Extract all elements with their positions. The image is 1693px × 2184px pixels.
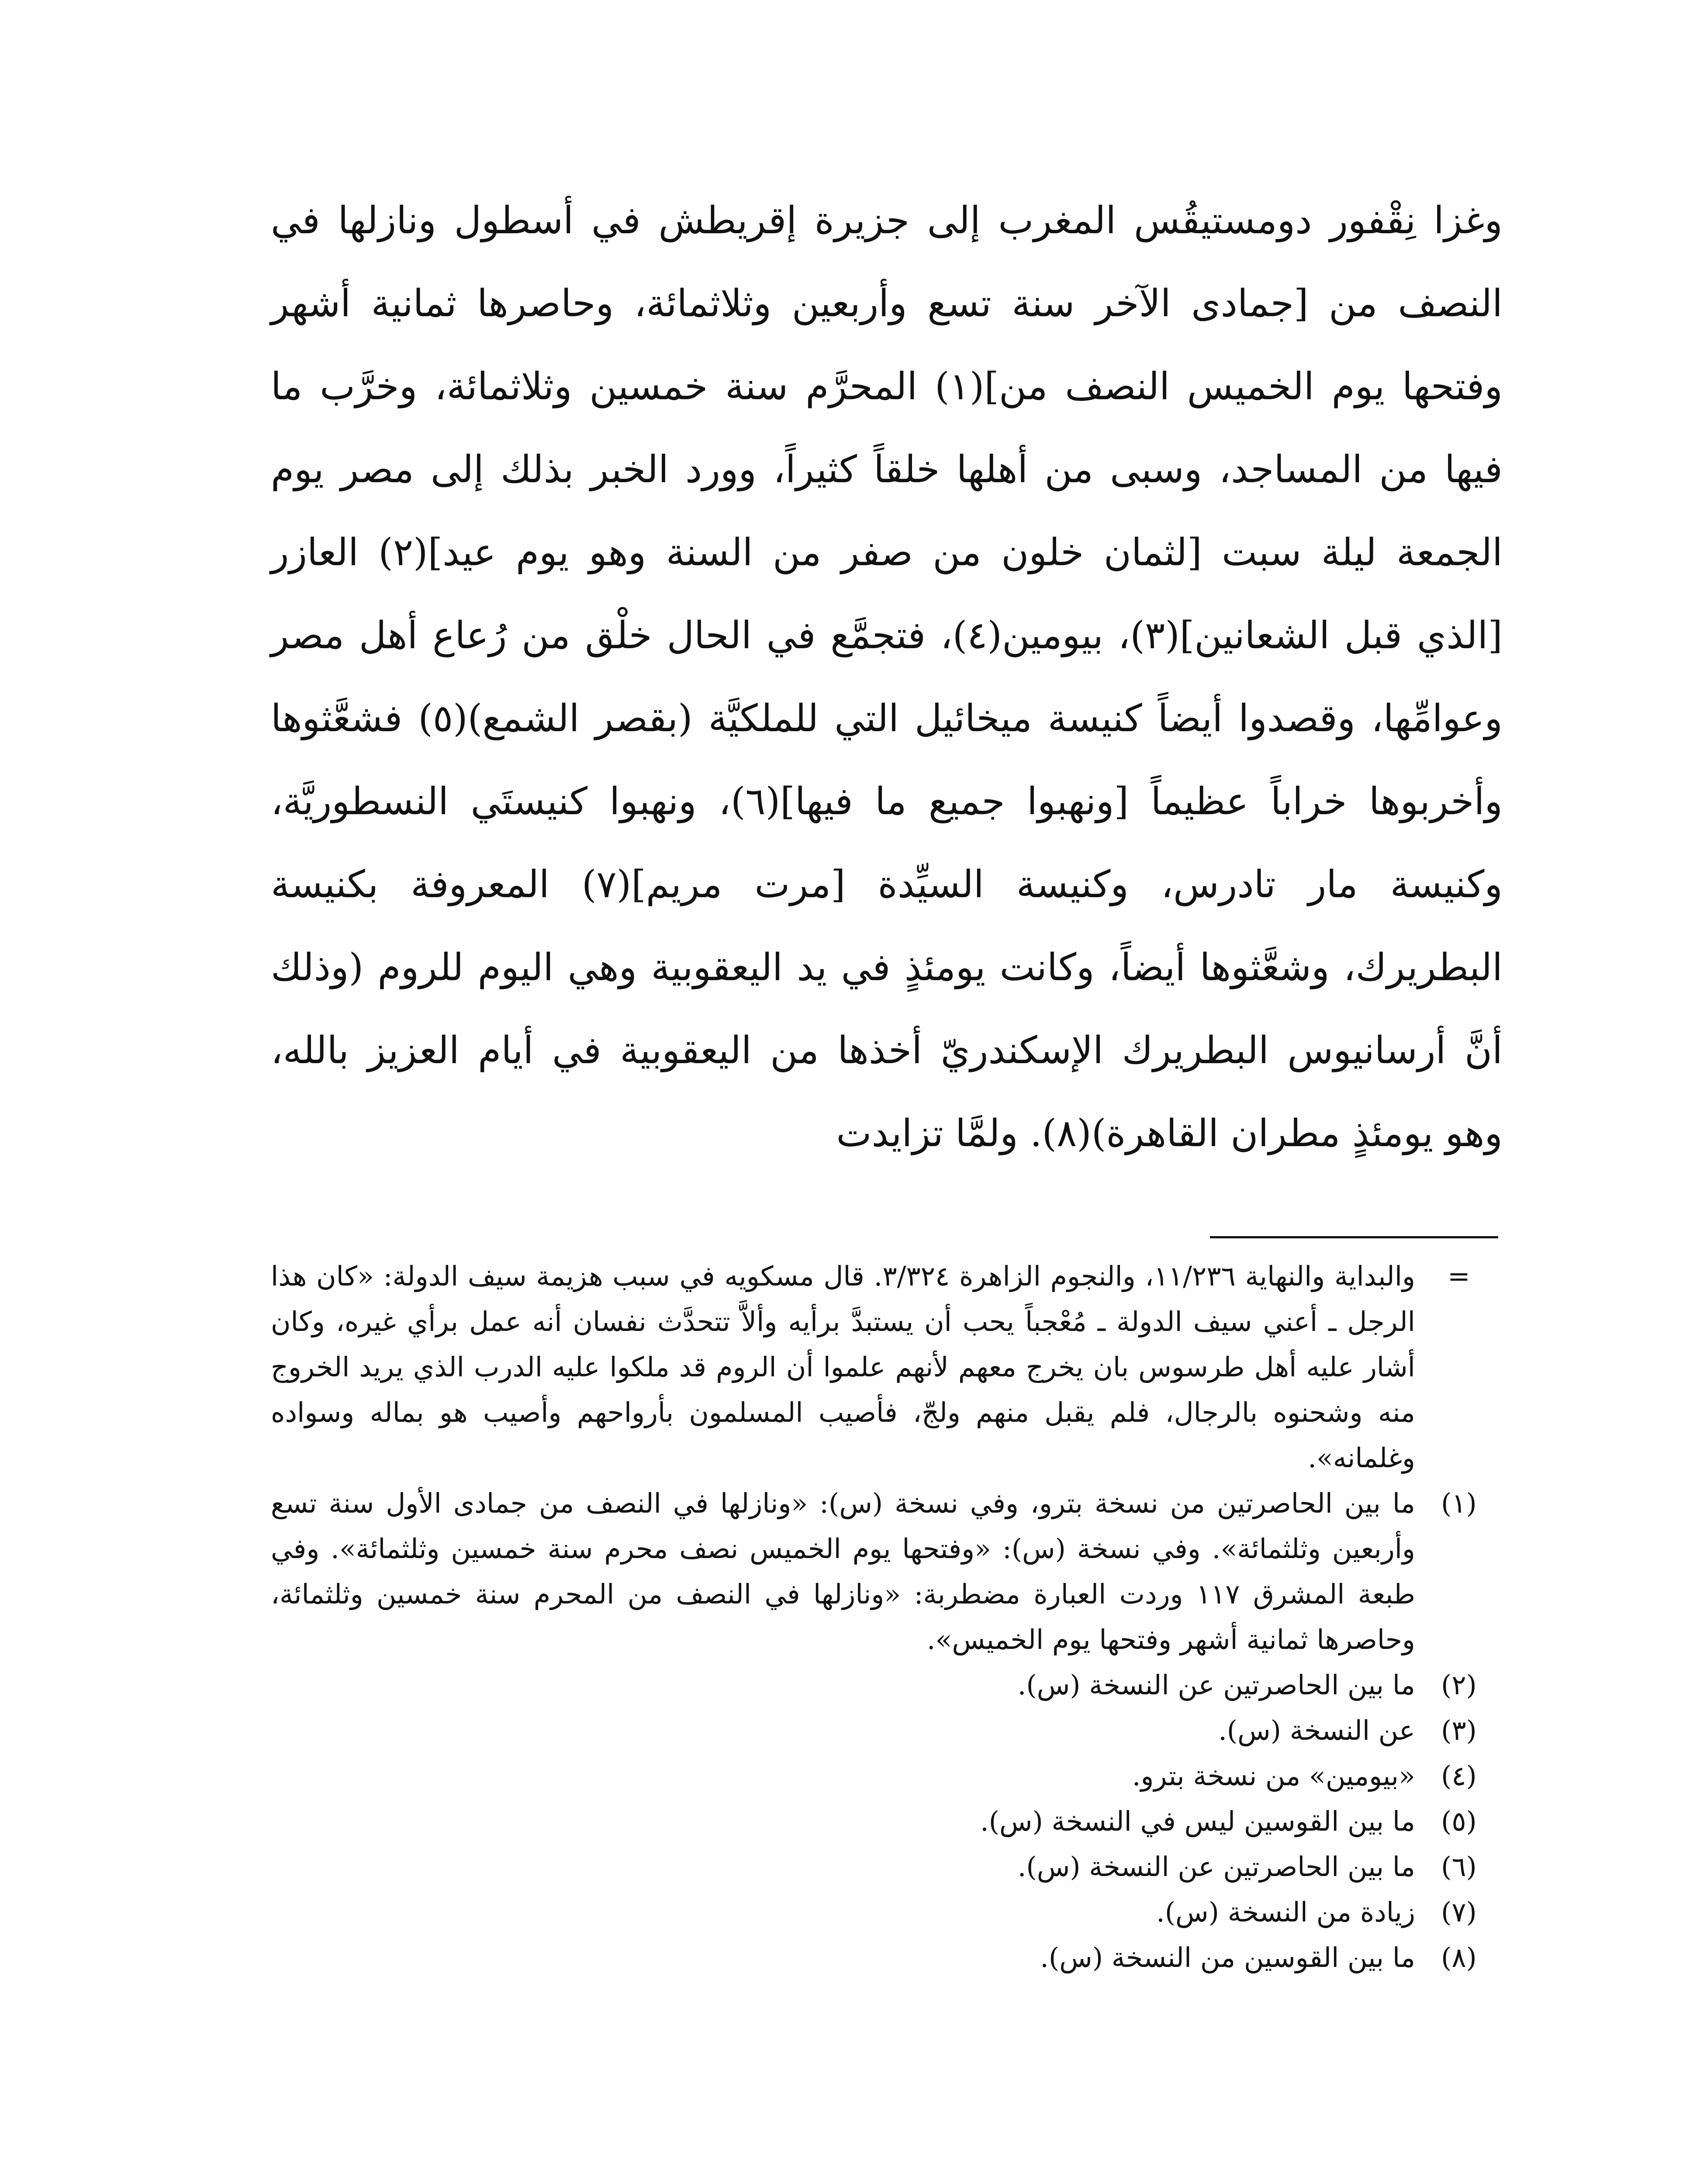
- footnote-text: «بيومين» من نسخة بترو.: [1132, 1760, 1415, 1792]
- footnote-4: [271, 1753, 1503, 1799]
- footnote-text: والبداية والنهاية ١١/٢٣٦، والنجوم الزاهرة ٣/٣٢٤. قال مسكويه في سبب هزيمة سيف الدولة: «كان هذا الرجل ـ أعني سيف الدولة ـ مُعْجباً يحب أن يستبدَّ برأيه وألاَّ تتحدَّث نفسان أنه عمل برأي غيره، وكان أشار عليه أهل طرسوس بان يخرج معهم لأنهم علموا أن الروم قد ملكوا عليه الدرب الذي يريد الخروج منه وشحنوه بالرجال، فلم يقبل منهم ولجّ، فأصيب المسلمون بأرواحهم وأصيب هو بماله وسواده وغلمانه».: [271, 1260, 1415, 1474]
- footnote-text: ما بين القوسين من النسخة (س).: [1040, 1942, 1415, 1973]
- footnotes-block: [271, 1254, 1503, 1980]
- footnote-5: [271, 1799, 1503, 1844]
- footnote-marker: (١): [1441, 1487, 1477, 1519]
- footnote-continuation: [271, 1254, 1503, 1481]
- footnote-marker: =: [1448, 1260, 1470, 1292]
- footnote-marker: (٥): [1441, 1805, 1477, 1837]
- footnote-1: [271, 1481, 1503, 1662]
- footnote-7: [271, 1890, 1503, 1935]
- footnote-marker: (٤): [1441, 1760, 1477, 1792]
- main-text-block: [271, 179, 1503, 1175]
- footnote-marker: (٢): [1441, 1669, 1477, 1701]
- footnote-6: [271, 1844, 1503, 1890]
- footnote-8: [271, 1935, 1503, 1980]
- footnote-text: ما بين الحاصرتين عن النسخة (س).: [1017, 1851, 1415, 1883]
- footnote-text: ما بين الحاصرتين عن النسخة (س).: [1017, 1669, 1415, 1701]
- footnote-marker: (٦): [1441, 1851, 1477, 1883]
- footnote-text: ما بين الحاصرتين من نسخة بترو، وفي نسخة (س): «ونازلها في النصف من جمادى الأول سنة تسع وأربعين وثلثمائة». وفي نسخة (س): «وفتحها يوم الخميس نصف محرم سنة خمسين وثلثمائة». وفي طبعة المشرق ١١٧ وردت العبارة مضطربة: «ونازلها في النصف من المحرم سنة خمسين وثلثمائة، وحاصرها ثمانية أشهر وفتحها يوم الخميس».: [271, 1487, 1415, 1655]
- main-paragraph: وغزا نِقْفور دومستيقُس المغرب إلى جزيرة إقريطش في أسطول ونازلها في النصف من [جمادى الآخر سنة تسع وأربعين وثلاثمائة، وحاصرها ثمانية أشهر وفتحها يوم الخميس النصف من](١) المحرَّم سنة خمسين وثلاثمائة، وخرَّب ما فيها من المساجد، وسبى من أهلها خلقاً كثيراً، وورد الخبر بذلك إلى مصر يوم الجمعة ليلة سبت [لثمان خلون من صفر من السنة وهو يوم عيد](٢) العازر [الذي قبل الشعانين](٣)، بيومين(٤)، فتجمَّع في الحال خلْق من رُعاع أهل مصر وعوامِّها، وقصدوا أيضاً كنيسة ميخائيل التي للملكيَّة (بقصر الشمع)(٥) فشعَّثوها وأخربوها خراباً عظيماً [ونهبوا جميع ما فيها](٦)، ونهبوا كنيستَي النسطوريَّة، وكنيسة مار تادرس، وكنيسة السيِّدة [مرت مريم](٧) المعروفة بكنيسة البطريرك، وشعَّثوها أيضاً، وكانت يومئذٍ في يد اليعقوبية وهي اليوم للروم (وذلك أنَّ أرسانيوس البطريرك الإسكندريّ أخذها من اليعقوبية في أيام العزيز بالله، وهو يومئذٍ مطران القاهرة)(٨). ولمَّا تزايدت: [271, 199, 1503, 1155]
- footnote-marker: (٨): [1441, 1942, 1477, 1973]
- footnote-marker: (٧): [1441, 1896, 1477, 1928]
- footnote-separator: [1210, 1236, 1498, 1238]
- footnote-3: [271, 1708, 1503, 1753]
- footnote-2: [271, 1662, 1503, 1708]
- footnote-marker: (٣): [1441, 1714, 1477, 1746]
- footnote-text: ما بين القوسين ليس في النسخة (س).: [980, 1805, 1415, 1837]
- footnote-text: عن النسخة (س).: [1218, 1714, 1415, 1746]
- footnote-text: زيادة من النسخة (س).: [1156, 1896, 1415, 1928]
